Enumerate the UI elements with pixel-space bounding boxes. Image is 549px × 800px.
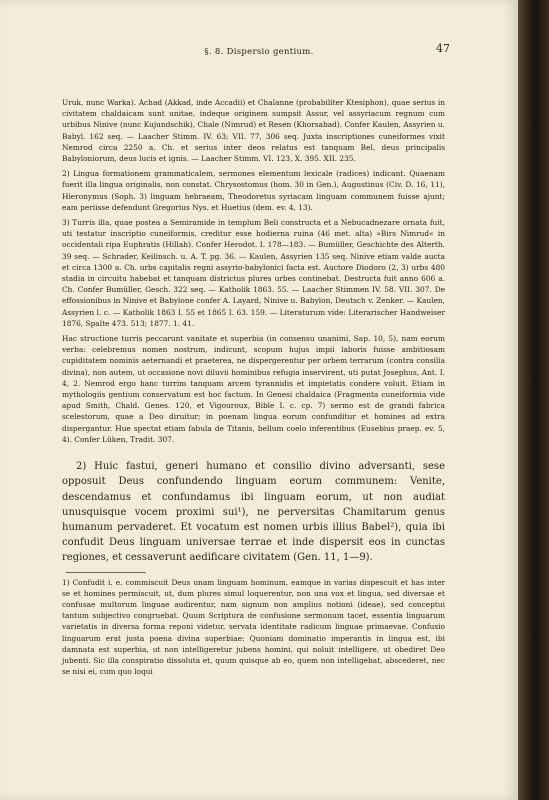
book-cover-edge (513, 0, 549, 800)
main-paragraph: 2) Huic fastui, generi humano et consilio divino adversanti, sese opposuit Deus confundendo linguam eorum communem: Venite, descendamus et confundamus ibi linguam eorum, ut non audiat unusquisque vocem proximi sui¹), ne perversitas Chamitarum genus humanum pervaderet. Et vocatum est nomen urbis illius Babel²), quia ibi confudit Deus linguam universae terrae et inde dispersit eos in cunctas regiones, et cessaverunt aedificare civitatem (Gen. 11, 1—9). (62, 461, 445, 564)
footnote-3: 3) Turris illa, quae postea a Semiramide in templum Beli constructa et a Nebucadnezare ornata fuit, uti testatur inscriptio cuneiformis, creditur esse hodierna ruina (46 met. alta) »Birs Nimrud« in occidentali ripa Euphratis (Hillah). Confer Herodot. I. 178—183. — Bumüller, Geschichte des Alterth. 39 seq. — Schrader, Keilinsch. u. A. T. pg. 36. — Kaulen, Assyrien 135 seq. Ninive etiam valde aucta et circa 1300 a. Ch. urbs capitalis regni assyrio-babylonici facta est. Auctore Diodoro (2, 3) urbs 480 stadia in circuitu habebat et tanquam districtus plures urbes continebat. Destructa fuit anno 606 a. Ch. Confer Bumüller, Gesch. 322 seq. — Katholik 1863. 55. — Laacher Stimmen IV. 58. VII. 307. De effossionibus in Ninive et Babylone confer A. Layard, Ninive u. Babylon, Deutsch v. Zenker. — Kaulen, Assyrien l. c. — Katholik 1863 I. 55 et 1865 I. 63. 159. — Literaturum vide: Literarischer Handweiser 1876, Spalte 473. 513; 1877. 1. 41. (62, 218, 445, 328)
footnote-divider (66, 572, 146, 573)
bottom-footnote: 1) Confudit i. e. commiscuit Deus unam linguam hominum, eamque in varias dispescuit et has inter se et homines permiscuit, ut, dum plures simul loquerentur, non una vox et lingua, sed diversae et confusae multorum linguae audirentur, nam signum non amplius notioni (ideae), sed conceptui tantum subjectivo congruebat. Quum Scriptura de confusione sermonum tacet, essentia linguarum varietatis in diversa forma reponi videtur, servata identitate radicum linguae primaevae. Confusio linguarum erat justa poena divina superbiae: Quoniam dominatio imperantis in lingua est, ibi damnata est superbia, ut non intelligeretur jubens homini, qui noluit intelligere, ut obediret Deo jubenti. Sic illa conspiratio dissoluta et, quum quisque ab eo, quem non intelligebat, abscederet, nec se nisi ei, cum quo loqui (62, 577, 445, 677)
footnote-continuation: Uruk, nunc Warka). Achad (Akkad, inde Accadii) et Chalanne (probabiliter Ktesiphon), quae serius in civitatem chaldaicam sunt unitae, indeque originem sumpsit Assur, vel assyriacum regnum cum urbibus Ninive (nunc Kujundschik), Chale (Nimrud) et Resen (Khorsabad). Confer Kaulen, Assyrien u. Babyl. 162 seq. — Laacher Stimm. IV. 63; VII. 77, 306 seq. Juxta inscriptiones cuneiformes vixit Nemrod circa 2250 a. Ch. et serius inter deos relatus est tanquam Bel, deus principalis Babyloniorum, deus lucis et ignis. — Laacher Stimm. VI. 123, X. 395. XII. 235. (62, 98, 445, 164)
page-number: 47 (436, 42, 450, 55)
footnote-commentary: Hac structione turris peccarunt vanitate et superbia (in consensu unanimi, Sap. 10, 5), nam eorum verba: celebremus nomen nostrum, indicunt, scopum hujus impii laboris fuisse ambitiosam cupiditatem nominis aeternandi et praeterea, ne dispergerentur per orbem terrarum (contra consilia divina), non autem, ut occasione novi diluvii hominibus refugia inservirent, uti putat Josephus, Ant. I. 4, 2. Nemrod ergo hanc turrim tanquam arcem tyrannidis et impietatis condere voluit. Etiam in mythologiis gentium conservatum est hoc factum. In Genesi chaldaica (Fragmenta cuneiformia vide apud Smith, Chald. Genes. 120, et Vigouroux, Bible I. c. cp. 7) sermo est de grandi fabrica scelestorum, quae a Deo diruitur; in poenam lingua eorum confunditur et homines ad extra dispergantur. Hue spectat etiam fabula de Titanis, bellum coelo inferentibus (Eusebius praep. ev. 5, 4). Confer Lüken, Tradit. 307. (62, 334, 445, 444)
running-head: §. 8. Dispersio gentium. (204, 47, 314, 57)
footnote-2: 2) Lingua formationem grammaticalem, sermones elementum lexicale (radices) indicant. Quaenam fuerit illa lingua originalis, non constat. Chrysostomus (hom. 30 in Gen.), Augustinus (Civ. D. 16, 11), Hieronymus (Soph. 3) linguam hebraeam, Theodoretus syriacam linguam communem fuisse ajunt; eam periisse defendunt Gregorius Nys. et Huetius (dem. ev. 4, 13). (62, 169, 445, 212)
page-content (62, 97, 445, 677)
